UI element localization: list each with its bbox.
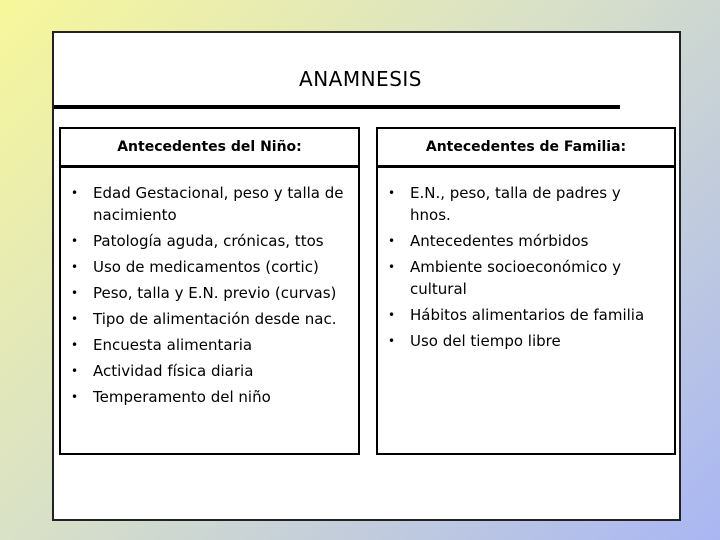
bullet-icon: • xyxy=(71,312,79,326)
child-history-list xyxy=(61,168,358,408)
bullet-icon: • xyxy=(388,260,396,274)
bullet-icon: • xyxy=(71,234,79,248)
family-history-panel xyxy=(376,127,676,455)
bullet-icon: • xyxy=(71,186,79,200)
list-item: • Encuesta alimentaria xyxy=(71,336,253,354)
bullet-icon: • xyxy=(388,186,396,200)
list-item: • Uso de medicamentos (cortic) xyxy=(71,258,319,276)
bullet-icon: • xyxy=(71,338,79,352)
list-item: • E.N., peso, talla de padres y hnos. xyxy=(388,184,621,224)
child-history-header: Antecedentes del Niño: xyxy=(61,129,358,168)
bullet-icon: • xyxy=(71,390,79,404)
list-item: • Peso, talla y E.N. previo (curvas) xyxy=(71,284,337,302)
list-item: • Temperamento del niño xyxy=(71,388,271,406)
list-item: • Hábitos alimentarios de familia xyxy=(388,306,645,324)
title-divider xyxy=(54,105,620,109)
family-history-header: Antecedentes de Familia: xyxy=(378,129,674,168)
slide xyxy=(52,31,681,521)
family-history-list xyxy=(378,168,674,352)
bullet-icon: • xyxy=(388,234,396,248)
page-title: ANAMNESIS xyxy=(299,67,422,91)
bullet-icon: • xyxy=(388,308,396,322)
list-item: • Tipo de alimentación desde nac. xyxy=(71,310,337,328)
bullet-icon: • xyxy=(388,334,396,348)
list-item: • Antecedentes mórbidos xyxy=(388,232,589,250)
list-item: • Uso del tiempo libre xyxy=(388,332,561,350)
list-item: • Ambiente socioeconómico y cultural xyxy=(388,258,621,298)
bullet-icon: • xyxy=(71,364,79,378)
bullet-icon: • xyxy=(71,286,79,300)
child-history-panel xyxy=(59,127,360,455)
list-item: • Edad Gestacional, peso y talla de nacimiento xyxy=(71,184,344,224)
list-item: • Actividad física diaria xyxy=(71,362,254,380)
bullet-icon: • xyxy=(71,260,79,274)
list-item: • Patología aguda, crónicas, ttos xyxy=(71,232,324,250)
